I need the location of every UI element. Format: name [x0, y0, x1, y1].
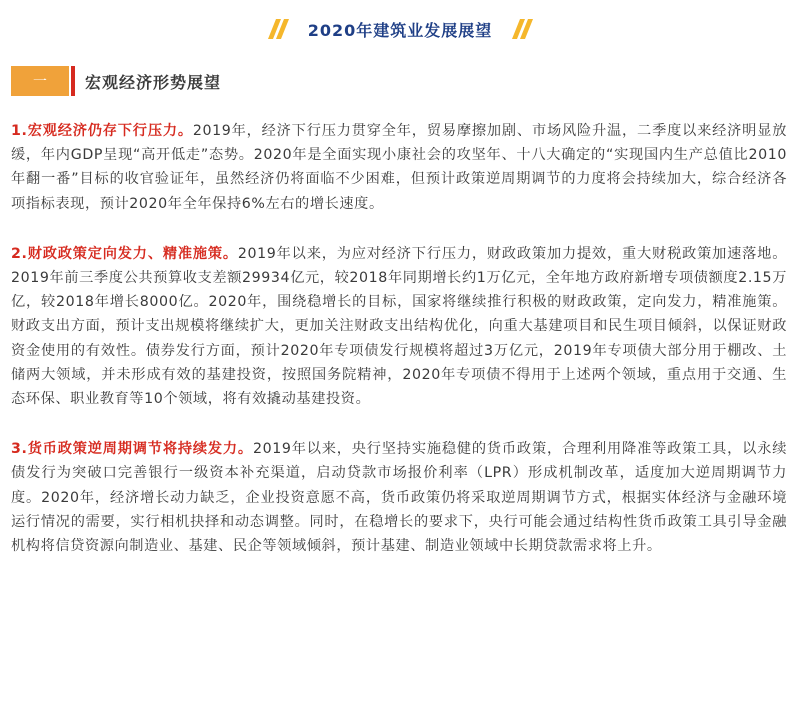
double-slash-icon: [260, 14, 290, 44]
section-header: [11, 66, 787, 96]
section-title: 宏观经济形势展望: [85, 72, 222, 92]
paragraph-2: [11, 242, 787, 411]
paragraph-heading: 2.财政政策定向发力、精准施策。: [11, 245, 238, 262]
paragraph-1: [11, 119, 787, 216]
section-number-badge: [11, 66, 69, 96]
paragraph-heading: 1.宏观经济仍存下行压力。: [11, 123, 193, 139]
paragraph-text: 2019年，经济下行压力贯穿全年，贸易摩擦加剧、市场风险升温，二季度以来经济明显放缓，年内GDP呈现“高开低走”态势。2020年是全面实现小康社会的攻坚年、十八大确定的“实现国内生产总值比2010年翻一番”目标的收官验证年，虽然经济仍将面临不少困难，但预计政策逆周期调节的力度将会持续加大，综合经济各项指标表现，预计2020年全年保持6%左右的增长速度。: [11, 123, 787, 212]
page-title: 2020年建筑业发展展望: [307, 20, 493, 40]
paragraph-text: 2019年以来，为应对经济下行压力，财政政策加力提效，重大财税政策加速落地。2019年前三季度公共预算收支差额29934亿元，较2018年同期增长约1万亿元，全年地方政府新增专项债额度2.15万亿，较2018年增长8000亿。2020年，围绕稳增长的目标，国家将继续推行积极的财政政策，定向发力，精准施策。财政支出方面，预计支出规模将继续扩大，更加关注财政支出结构优化，向重大基建项目和民生项目倾斜，以保证财政资金使用的有效性。债券发行方面，预计2020年专项债发行规模将超过3万亿元，2019年专项债大部分用于棚改、土储两大领域，并未形成有效的基建投资，按照国务院精神，2020年专项债不得用于上述两个领域，重点用于交通、生态环保、职业教育等10个领域，将有效撬动基建投资。: [11, 245, 787, 408]
paragraph-3: [11, 437, 787, 558]
paragraph-text: 2019年以来，央行坚持实施稳健的货币政策，合理利用降准等政策工具，以永续债发行为突破口完善银行一级资本补充渠道，启动贷款市场报价利率（LPR）形成机制改革，适度加大逆周期调节力度。2020年，经济增长动力缺乏，企业投资意愿不高，货币政策仍将采取逆周期调节方式，根据实体经济与金融环境运行情况的需要，实行相机抉择和动态调整。同时，在稳增长的要求下，央行可能会通过结构性货币政策工具引导金融机构将信贷资源向制造业、基建、民企等领域倾斜，预计基建、制造业领域中长期贷款需求将上升。: [11, 441, 788, 555]
article-body: [11, 119, 787, 584]
paragraph-heading: 3.货币政策逆周期调节将持续发力。: [11, 441, 253, 458]
double-slash-icon: [510, 14, 540, 44]
title-bar: [0, 12, 800, 46]
section-number: 一: [33, 74, 47, 90]
